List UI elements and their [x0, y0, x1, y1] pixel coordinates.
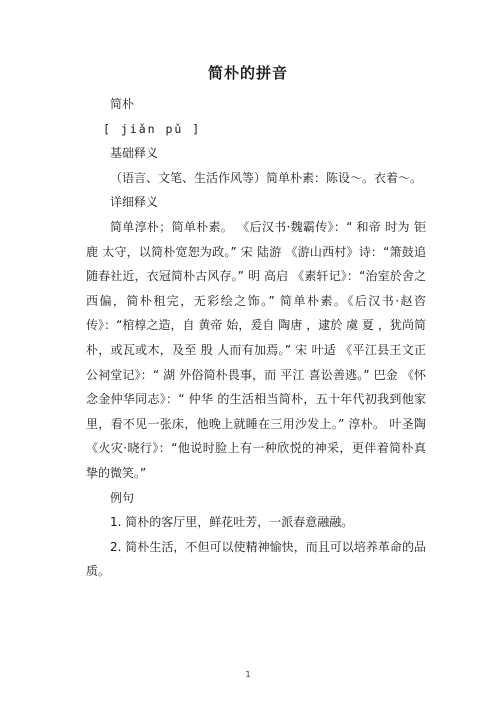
example-item: 1. 简朴的客厅里，鲜花吐芳，一派春意融融。 [110, 515, 354, 530]
document-body [86, 92, 426, 584]
headword: 简朴 [110, 97, 135, 111]
page-number: 1 [245, 670, 251, 679]
detail-definition: 简单淳朴；简单朴素。 《后汉书·魏霸传》：“ 和帝 时为 钜鹿 太守，以简朴宽恕为政。” 宋 陆游 《游山西村》诗：“箫鼓追随春社近，衣冠简朴古风存。” 明 高启 《素轩记》：“治室於舍之西偏，简朴租完，无彩绘之饰。” 简单朴素。《后汉书·赵咨传》：“棺椁之造，自 黄帝 始，爰自 陶唐 ，逮於 虞 夏 ，犹尚简朴，或瓦或木，及至 殷 人而有加焉。” 宋 叶适 《平江县王文正公祠堂记》：“ 湖 外俗简朴畏事，而 平江 喜讼善逃。” 巴金 《怀念金仲华同志》：“ 仲华 的生活相当简朴，五十年代初我到他家里，看不见一张床，他晚上就睡在三用沙发上。” 淳朴。 叶圣陶 《火灾·晓行》：“他说时脸上有一种欣悦的神采，更伴着简朴真挚的微笑。” [86, 219, 426, 480]
basic-heading: 基础释义 [110, 146, 159, 161]
page-title: 简朴的拼音 [207, 64, 288, 82]
example-item: 2. 简朴生活，不但可以使精神愉快，而且可以培养革命的品质。 [86, 539, 426, 579]
basic-definition: （语言、文笔、生活作风等）简单朴素：陈设～。衣着～。 [110, 170, 423, 185]
pinyin: [ jiǎn pǔ ] [103, 121, 202, 136]
detail-heading: 详细释义 [110, 195, 159, 210]
examples-heading: 例句 [110, 490, 135, 505]
